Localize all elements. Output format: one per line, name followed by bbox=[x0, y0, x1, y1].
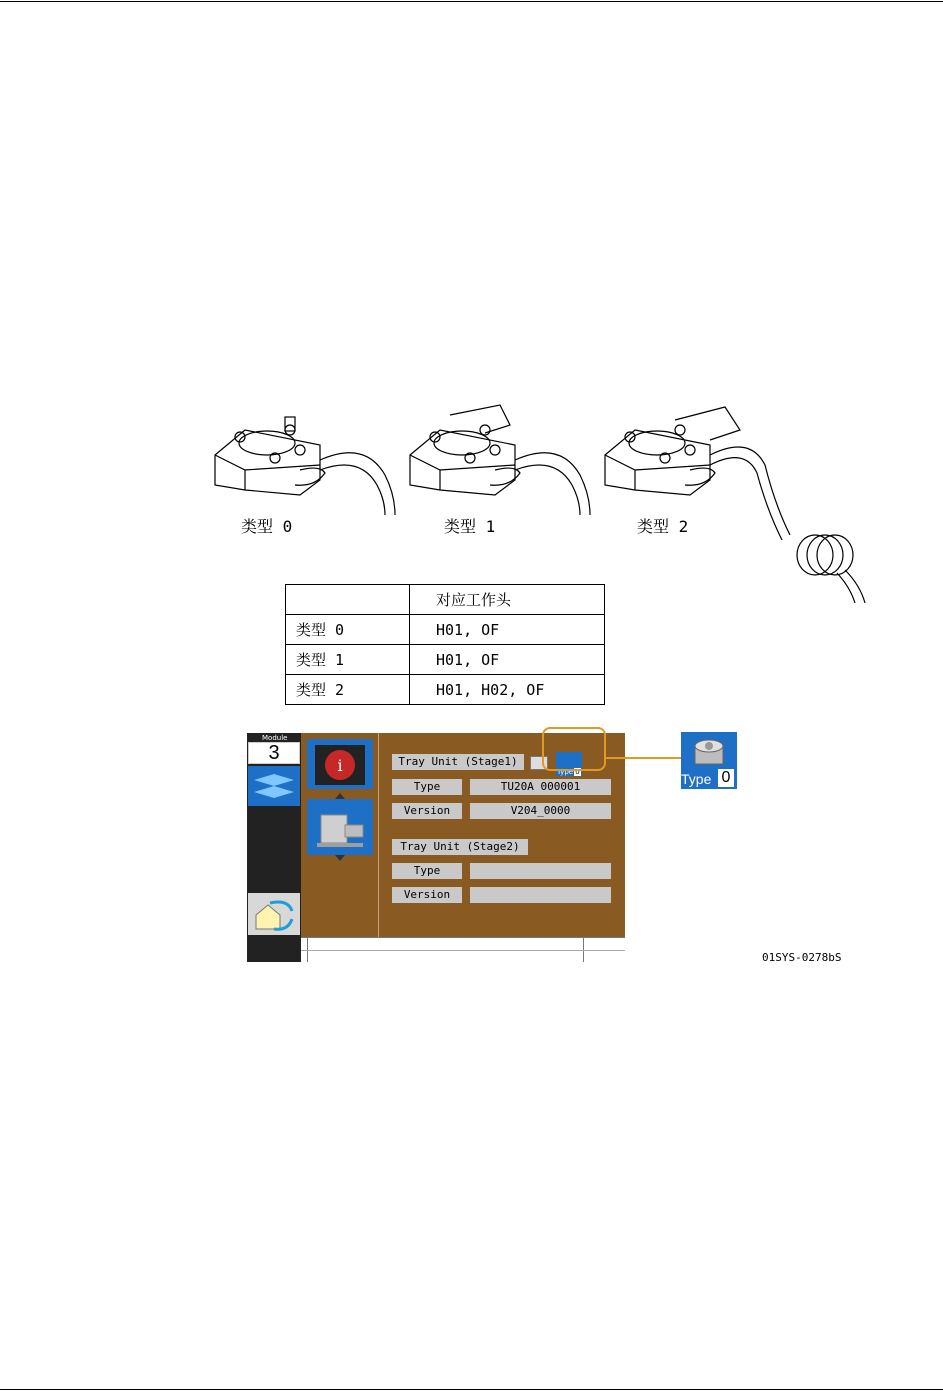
head-label-type2: 类型 2 bbox=[637, 517, 689, 536]
module-number[interactable]: 3 bbox=[248, 742, 300, 764]
zoom-type-num: 0 bbox=[718, 769, 734, 787]
head-compat-table bbox=[285, 584, 605, 705]
head-type2-drawing bbox=[605, 407, 865, 603]
type2-value bbox=[470, 863, 611, 879]
status-divider bbox=[301, 950, 625, 951]
module-label: Module bbox=[248, 734, 299, 742]
version2-value bbox=[470, 887, 611, 903]
bottom-rule bbox=[0, 1389, 943, 1390]
conveyor-icon bbox=[248, 766, 300, 806]
tray-head-icon bbox=[681, 732, 737, 772]
table-row bbox=[286, 645, 605, 675]
version-label: Version bbox=[392, 803, 462, 819]
info-icon[interactable] bbox=[307, 739, 373, 789]
type-icon-zoom bbox=[681, 732, 737, 789]
head-type0-drawing bbox=[215, 417, 395, 515]
table-cell: H01, H02, OF bbox=[410, 675, 605, 705]
callout-connector bbox=[606, 757, 681, 759]
tray-unit-icon[interactable] bbox=[307, 799, 373, 855]
table-cell: H01, OF bbox=[410, 615, 605, 645]
stage1-title: Tray Unit (Stage1) bbox=[392, 754, 524, 770]
stage2-title: Tray Unit (Stage2) bbox=[392, 839, 528, 855]
type-icon-highlight bbox=[542, 727, 606, 771]
table-cell: 类型 0 bbox=[286, 615, 410, 645]
version-value: V204_0000 bbox=[470, 803, 611, 819]
scroll-down-icon[interactable] bbox=[335, 855, 345, 861]
svg-text:i: i bbox=[337, 756, 343, 775]
table-cell: 类型 1 bbox=[286, 645, 410, 675]
table-row bbox=[286, 675, 605, 705]
table-header-cell bbox=[286, 585, 410, 615]
head-label-type1: 类型 1 bbox=[444, 517, 496, 536]
table-header-cell: 对应工作头 bbox=[410, 585, 605, 615]
status-bar bbox=[301, 937, 625, 962]
head-label-type0: 类型 0 bbox=[241, 517, 293, 536]
type2-label: Type bbox=[392, 863, 462, 879]
table-cell: 类型 2 bbox=[286, 675, 410, 705]
head-illustrations bbox=[205, 395, 870, 605]
scroll-up-icon[interactable] bbox=[335, 793, 345, 799]
head-type1-drawing bbox=[410, 405, 590, 515]
home-icon[interactable] bbox=[248, 893, 300, 935]
type-label: Type bbox=[392, 779, 462, 795]
table-row bbox=[286, 615, 605, 645]
table-cell: H01, OF bbox=[410, 645, 605, 675]
module-icon[interactable] bbox=[248, 766, 300, 806]
version2-label: Version bbox=[392, 887, 462, 903]
type-value: TU20A 000001 bbox=[470, 779, 611, 795]
table-header-row bbox=[286, 585, 605, 615]
zoom-type-text: Type bbox=[681, 771, 712, 787]
mini-type-text: Type bbox=[557, 768, 574, 776]
top-rule bbox=[0, 1, 943, 2]
left-sidebar bbox=[247, 733, 301, 962]
mini-type-num: 0 bbox=[575, 768, 580, 776]
figure-id: 01SYS-0278bS bbox=[762, 951, 842, 964]
